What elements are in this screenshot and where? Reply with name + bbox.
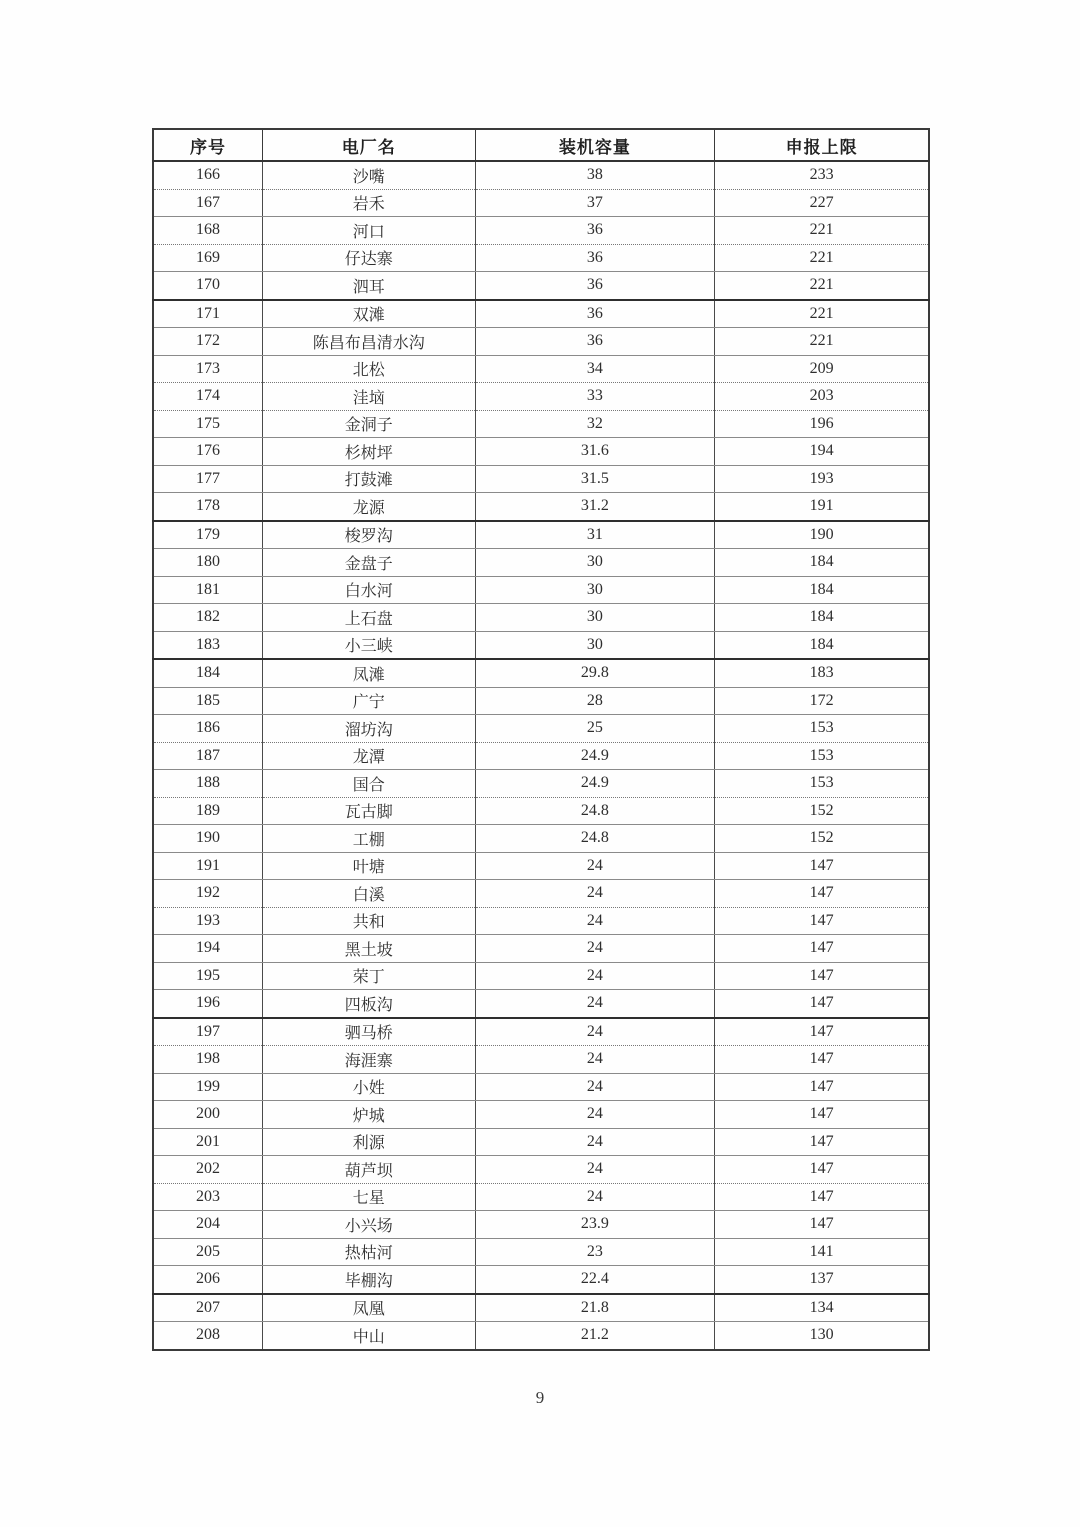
installed-capacity: 36 <box>475 244 715 272</box>
declared-upper-limit: 147 <box>715 1156 929 1184</box>
declared-upper-limit: 147 <box>715 990 929 1018</box>
table-row <box>153 189 929 217</box>
declared-upper-limit: 227 <box>715 189 929 217</box>
declared-upper-limit: 147 <box>715 1046 929 1074</box>
installed-capacity: 38 <box>475 161 715 189</box>
row-index: 173 <box>153 355 262 383</box>
page-number: 9 <box>535 1388 545 1407</box>
declared-upper-limit: 153 <box>715 715 929 743</box>
table-body <box>153 161 929 1350</box>
plant-name: 凤滩 <box>262 659 475 687</box>
declared-upper-limit: 184 <box>715 631 929 659</box>
table-row <box>153 631 929 659</box>
table-row <box>153 659 929 687</box>
installed-capacity: 36 <box>475 217 715 245</box>
installed-capacity: 24 <box>475 935 715 963</box>
row-index: 208 <box>153 1322 262 1350</box>
table-row <box>153 990 929 1018</box>
installed-capacity: 24 <box>475 1128 715 1156</box>
table-row <box>153 852 929 880</box>
plant-name: 工棚 <box>262 825 475 853</box>
installed-capacity: 24 <box>475 962 715 990</box>
plant-name: 国合 <box>262 770 475 798</box>
plant-name: 陈昌布昌清水沟 <box>262 328 475 356</box>
table-head <box>153 129 929 161</box>
installed-capacity: 30 <box>475 604 715 632</box>
table-row <box>153 465 929 493</box>
plant-name: 河口 <box>262 217 475 245</box>
plant-name: 利源 <box>262 1128 475 1156</box>
row-index: 201 <box>153 1128 262 1156</box>
plant-name: 凤凰 <box>262 1294 475 1322</box>
plant-name: 热枯河 <box>262 1238 475 1266</box>
plant-name: 龙源 <box>262 493 475 521</box>
row-index: 180 <box>153 549 262 577</box>
declared-upper-limit: 184 <box>715 604 929 632</box>
installed-capacity: 36 <box>475 328 715 356</box>
row-index: 169 <box>153 244 262 272</box>
installed-capacity: 24 <box>475 1073 715 1101</box>
row-index: 196 <box>153 990 262 1018</box>
installed-capacity: 24.8 <box>475 825 715 853</box>
row-index: 193 <box>153 907 262 935</box>
plant-name: 岩禾 <box>262 189 475 217</box>
plant-name: 上石盘 <box>262 604 475 632</box>
installed-capacity: 24 <box>475 1101 715 1129</box>
declared-upper-limit: 152 <box>715 825 929 853</box>
installed-capacity: 23.9 <box>475 1211 715 1239</box>
declared-upper-limit: 221 <box>715 328 929 356</box>
table-row <box>153 328 929 356</box>
declared-upper-limit: 184 <box>715 549 929 577</box>
plant-name: 小兴场 <box>262 1211 475 1239</box>
plant-name: 龙潭 <box>262 742 475 770</box>
declared-upper-limit: 130 <box>715 1322 929 1350</box>
installed-capacity: 24 <box>475 852 715 880</box>
installed-capacity: 29.8 <box>475 659 715 687</box>
declared-upper-limit: 172 <box>715 687 929 715</box>
installed-capacity: 21.2 <box>475 1322 715 1350</box>
row-index: 202 <box>153 1156 262 1184</box>
table-row <box>153 493 929 521</box>
declared-upper-limit: 193 <box>715 465 929 493</box>
installed-capacity: 24.8 <box>475 797 715 825</box>
table-row <box>153 1322 929 1350</box>
plant-name: 叶塘 <box>262 852 475 880</box>
table-row <box>153 1238 929 1266</box>
declared-upper-limit: 184 <box>715 576 929 604</box>
plant-name: 仔达寨 <box>262 244 475 272</box>
declared-upper-limit: 137 <box>715 1266 929 1294</box>
table-row <box>153 935 929 963</box>
installed-capacity: 23 <box>475 1238 715 1266</box>
plant-name: 广宁 <box>262 687 475 715</box>
plant-name: 驷马桥 <box>262 1018 475 1046</box>
table-row <box>153 880 929 908</box>
table-row <box>153 161 929 189</box>
plant-table <box>152 128 930 1351</box>
installed-capacity: 24 <box>475 1156 715 1184</box>
installed-capacity: 34 <box>475 355 715 383</box>
plant-name: 双滩 <box>262 300 475 328</box>
plant-name: 共和 <box>262 907 475 935</box>
installed-capacity: 28 <box>475 687 715 715</box>
installed-capacity: 36 <box>475 272 715 300</box>
declared-upper-limit: 153 <box>715 742 929 770</box>
plant-name: 炉城 <box>262 1101 475 1129</box>
plant-name: 北松 <box>262 355 475 383</box>
declared-upper-limit: 152 <box>715 797 929 825</box>
installed-capacity: 30 <box>475 576 715 604</box>
installed-capacity: 24.9 <box>475 742 715 770</box>
row-index: 195 <box>153 962 262 990</box>
plant-name: 沙嘴 <box>262 161 475 189</box>
installed-capacity: 24 <box>475 990 715 1018</box>
table-row <box>153 687 929 715</box>
table-row <box>153 217 929 245</box>
row-index: 185 <box>153 687 262 715</box>
installed-capacity: 25 <box>475 715 715 743</box>
installed-capacity: 22.4 <box>475 1266 715 1294</box>
table-row <box>153 1101 929 1129</box>
declared-upper-limit: 221 <box>715 300 929 328</box>
installed-capacity: 24 <box>475 880 715 908</box>
installed-capacity: 36 <box>475 300 715 328</box>
row-index: 188 <box>153 770 262 798</box>
row-index: 182 <box>153 604 262 632</box>
plant-name: 梭罗沟 <box>262 521 475 549</box>
plant-name: 瓦古脚 <box>262 797 475 825</box>
row-index: 204 <box>153 1211 262 1239</box>
table-row <box>153 549 929 577</box>
row-index: 189 <box>153 797 262 825</box>
declared-upper-limit: 183 <box>715 659 929 687</box>
table-row <box>153 1211 929 1239</box>
column-header: 电厂名 <box>262 129 475 161</box>
column-header: 装机容量 <box>475 129 715 161</box>
table-row <box>153 576 929 604</box>
installed-capacity: 24 <box>475 1018 715 1046</box>
table-row <box>153 604 929 632</box>
table-row <box>153 1073 929 1101</box>
installed-capacity: 24 <box>475 907 715 935</box>
table-row <box>153 715 929 743</box>
table-header-row <box>153 129 929 161</box>
declared-upper-limit: 134 <box>715 1294 929 1322</box>
row-index: 167 <box>153 189 262 217</box>
table-row <box>153 825 929 853</box>
declared-upper-limit: 147 <box>715 1211 929 1239</box>
plant-name: 杉树坪 <box>262 438 475 466</box>
declared-upper-limit: 147 <box>715 880 929 908</box>
table-row <box>153 1294 929 1322</box>
table-row <box>153 410 929 438</box>
row-index: 176 <box>153 438 262 466</box>
row-index: 174 <box>153 383 262 411</box>
installed-capacity: 24.9 <box>475 770 715 798</box>
plant-name: 白水河 <box>262 576 475 604</box>
table-row <box>153 355 929 383</box>
row-index: 177 <box>153 465 262 493</box>
plant-name: 黑土坡 <box>262 935 475 963</box>
declared-upper-limit: 147 <box>715 962 929 990</box>
table-row <box>153 383 929 411</box>
table-row <box>153 1183 929 1211</box>
declared-upper-limit: 190 <box>715 521 929 549</box>
row-index: 205 <box>153 1238 262 1266</box>
row-index: 186 <box>153 715 262 743</box>
installed-capacity: 32 <box>475 410 715 438</box>
table-row <box>153 300 929 328</box>
declared-upper-limit: 147 <box>715 935 929 963</box>
declared-upper-limit: 221 <box>715 272 929 300</box>
row-index: 184 <box>153 659 262 687</box>
row-index: 178 <box>153 493 262 521</box>
plant-name: 荣丁 <box>262 962 475 990</box>
plant-name: 洼垴 <box>262 383 475 411</box>
row-index: 192 <box>153 880 262 908</box>
row-index: 197 <box>153 1018 262 1046</box>
declared-upper-limit: 147 <box>715 1183 929 1211</box>
row-index: 203 <box>153 1183 262 1211</box>
plant-name: 打鼓滩 <box>262 465 475 493</box>
row-index: 187 <box>153 742 262 770</box>
table-row <box>153 797 929 825</box>
declared-upper-limit: 153 <box>715 770 929 798</box>
declared-upper-limit: 147 <box>715 907 929 935</box>
plant-name: 金盘子 <box>262 549 475 577</box>
row-index: 175 <box>153 410 262 438</box>
installed-capacity: 30 <box>475 631 715 659</box>
table-row <box>153 521 929 549</box>
row-index: 207 <box>153 1294 262 1322</box>
table-row <box>153 962 929 990</box>
row-index: 199 <box>153 1073 262 1101</box>
declared-upper-limit: 191 <box>715 493 929 521</box>
table-row <box>153 1046 929 1074</box>
table-row <box>153 1018 929 1046</box>
declared-upper-limit: 209 <box>715 355 929 383</box>
installed-capacity: 31.6 <box>475 438 715 466</box>
declared-upper-limit: 233 <box>715 161 929 189</box>
row-index: 200 <box>153 1101 262 1129</box>
installed-capacity: 24 <box>475 1046 715 1074</box>
plant-name: 泗耳 <box>262 272 475 300</box>
declared-upper-limit: 147 <box>715 1101 929 1129</box>
row-index: 183 <box>153 631 262 659</box>
column-header: 序号 <box>153 129 262 161</box>
plant-name: 葫芦坝 <box>262 1156 475 1184</box>
installed-capacity: 31.2 <box>475 493 715 521</box>
installed-capacity: 33 <box>475 383 715 411</box>
plant-name: 中山 <box>262 1322 475 1350</box>
plant-name: 海涯寨 <box>262 1046 475 1074</box>
row-index: 179 <box>153 521 262 549</box>
installed-capacity: 30 <box>475 549 715 577</box>
table-row <box>153 438 929 466</box>
declared-upper-limit: 203 <box>715 383 929 411</box>
plant-name: 七星 <box>262 1183 475 1211</box>
table-row <box>153 244 929 272</box>
row-index: 190 <box>153 825 262 853</box>
row-index: 191 <box>153 852 262 880</box>
row-index: 170 <box>153 272 262 300</box>
table-row <box>153 1266 929 1294</box>
plant-name: 金洞子 <box>262 410 475 438</box>
row-index: 198 <box>153 1046 262 1074</box>
row-index: 171 <box>153 300 262 328</box>
table-row <box>153 1128 929 1156</box>
column-header: 申报上限 <box>715 129 929 161</box>
table-row <box>153 272 929 300</box>
declared-upper-limit: 147 <box>715 1128 929 1156</box>
row-index: 194 <box>153 935 262 963</box>
installed-capacity: 31.5 <box>475 465 715 493</box>
table-row <box>153 907 929 935</box>
declared-upper-limit: 221 <box>715 217 929 245</box>
row-index: 206 <box>153 1266 262 1294</box>
plant-name: 小姓 <box>262 1073 475 1101</box>
table-row <box>153 742 929 770</box>
installed-capacity: 21.8 <box>475 1294 715 1322</box>
declared-upper-limit: 141 <box>715 1238 929 1266</box>
declared-upper-limit: 147 <box>715 852 929 880</box>
row-index: 181 <box>153 576 262 604</box>
plant-name: 溜坊沟 <box>262 715 475 743</box>
plant-name: 白溪 <box>262 880 475 908</box>
installed-capacity: 24 <box>475 1183 715 1211</box>
table-row <box>153 770 929 798</box>
installed-capacity: 31 <box>475 521 715 549</box>
installed-capacity: 37 <box>475 189 715 217</box>
declared-upper-limit: 221 <box>715 244 929 272</box>
row-index: 172 <box>153 328 262 356</box>
plant-name: 毕棚沟 <box>262 1266 475 1294</box>
plant-name: 四板沟 <box>262 990 475 1018</box>
declared-upper-limit: 196 <box>715 410 929 438</box>
plant-name: 小三峡 <box>262 631 475 659</box>
declared-upper-limit: 147 <box>715 1073 929 1101</box>
declared-upper-limit: 194 <box>715 438 929 466</box>
table-row <box>153 1156 929 1184</box>
row-index: 166 <box>153 161 262 189</box>
row-index: 168 <box>153 217 262 245</box>
declared-upper-limit: 147 <box>715 1018 929 1046</box>
